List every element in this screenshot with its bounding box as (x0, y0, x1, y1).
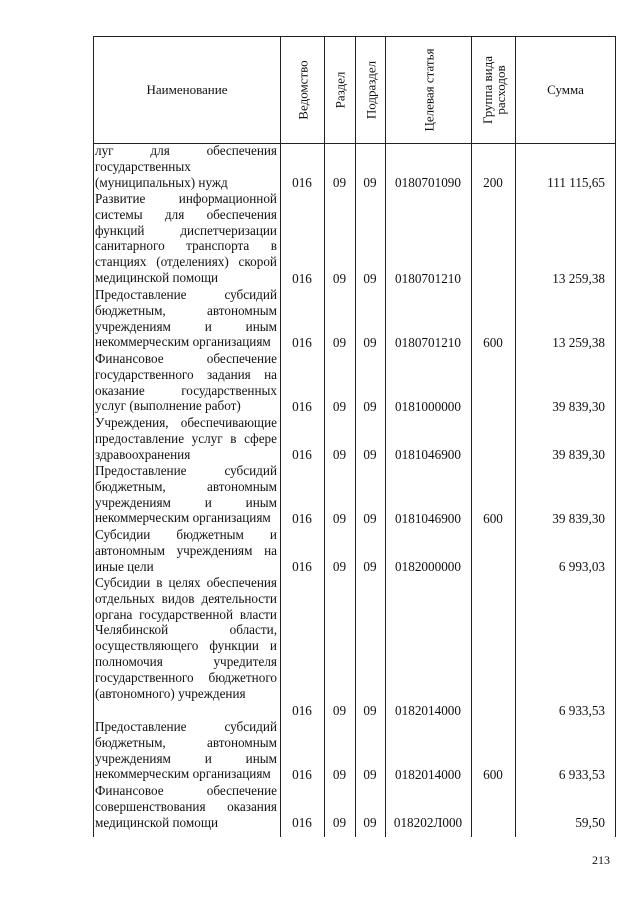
row-razdel: 09 (332, 447, 347, 463)
row-summa: 111 115,65 (547, 175, 605, 191)
header-podrazdel: Подраздел (363, 60, 378, 120)
row-name: луг для обеспечения государственных (муниципальных) нужд (95, 143, 277, 190)
row-gruppa: 600 (483, 335, 503, 351)
page-number: 213 (592, 853, 610, 867)
table-row (0, 575, 640, 719)
table-row (0, 719, 640, 783)
header-gruppa (481, 56, 507, 124)
row-razdel: 09 (332, 271, 347, 287)
row-summa: 6 933,53 (558, 703, 605, 719)
row-name: Предоставление субсидий бюджетным, автономным учреждениям и иным некоммерческим организациям (95, 463, 277, 526)
row-vedomstvo: 016 (292, 335, 312, 351)
table-row (0, 143, 640, 191)
header-celevaya: Целевая статья (421, 48, 436, 132)
row-name: Предоставление субсидий бюджетным, автономным учреждениям и иным некоммерческим организациям (95, 719, 277, 782)
table-header (93, 36, 616, 144)
row-vedomstvo: 016 (292, 815, 312, 831)
row-podrazdel: 09 (363, 447, 377, 463)
row-razdel: 09 (332, 767, 347, 783)
table-row (0, 415, 640, 463)
row-summa: 6 933,53 (558, 767, 605, 783)
table-body (0, 143, 640, 831)
row-summa: 6 993,03 (558, 559, 605, 575)
header-razdel-cell (325, 37, 356, 144)
row-name: Субсидии в целях обеспечения отдельных видов деятельности органа государственной власти Челябинской области, осуществляющего функции и полномочия учредителя государственного бюджетного (автономного) учреждения (95, 575, 277, 701)
row-celevaya: 0181000000 (395, 399, 461, 415)
row-summa: 39 839,30 (552, 511, 605, 527)
row-summa: 13 259,38 (552, 271, 605, 287)
header-vedomstvo-cell (281, 37, 325, 144)
row-name: Развитие информационной системы для обеспечения функций диспетчеризации санитарного транспорта в станциях (отделениях) скорой медицинской помощи (95, 191, 277, 285)
row-podrazdel: 09 (363, 399, 377, 415)
row-celevaya: 0182014000 (395, 703, 461, 719)
row-name: Субсидии бюджетным и автономным учреждениям на иные цели (95, 527, 277, 574)
table-row (0, 191, 640, 287)
header-summa: Сумма (516, 37, 616, 144)
row-summa: 13 259,38 (552, 335, 605, 351)
row-name: Учреждения, обеспечивающие предоставление услуг в сфере здравоохранения (95, 415, 277, 462)
row-podrazdel: 09 (363, 335, 377, 351)
row-name: Финансовое обеспечение государственного задания на оказание государственных услуг (выполнение работ) (95, 351, 277, 414)
row-vedomstvo: 016 (292, 399, 312, 415)
row-gruppa: 200 (483, 175, 503, 191)
row-podrazdel: 09 (363, 271, 377, 287)
table-row (0, 527, 640, 575)
row-razdel: 09 (332, 703, 347, 719)
header-podrazdel-cell (356, 37, 386, 144)
row-podrazdel: 09 (363, 559, 377, 575)
table-row (0, 287, 640, 351)
row-celevaya: 0181046900 (395, 511, 461, 527)
row-gruppa: 600 (483, 511, 503, 527)
row-celevaya: 0182014000 (395, 767, 461, 783)
header-razdel: Раздел (332, 71, 348, 109)
row-razdel: 09 (332, 175, 347, 191)
header-name: Наименование (94, 37, 281, 144)
row-vedomstvo: 016 (292, 271, 312, 287)
row-podrazdel: 09 (363, 175, 377, 191)
row-celevaya: 018202Л000 (393, 815, 463, 831)
header-gruppa-cell (472, 37, 516, 144)
row-celevaya: 0181046900 (395, 447, 461, 463)
row-name: Предоставление субсидий бюджетным, автономным учреждениям и иным некоммерческим организациям (95, 287, 277, 350)
row-celevaya: 0180701210 (395, 271, 461, 287)
header-celevaya-cell (386, 37, 472, 144)
row-celevaya: 0182000000 (395, 559, 461, 575)
row-vedomstvo: 016 (292, 559, 312, 575)
row-celevaya: 0180701090 (395, 175, 461, 191)
row-podrazdel: 09 (363, 703, 377, 719)
table-row (0, 463, 640, 527)
row-razdel: 09 (332, 511, 347, 527)
row-razdel: 09 (332, 815, 347, 831)
row-podrazdel: 09 (363, 767, 377, 783)
row-gruppa: 600 (483, 767, 503, 783)
row-name: Финансовое обеспечение совершенствования оказания медицинской помощи (95, 783, 277, 830)
row-podrazdel: 09 (363, 815, 377, 831)
row-vedomstvo: 016 (292, 703, 312, 719)
row-podrazdel: 09 (363, 511, 377, 527)
row-vedomstvo: 016 (292, 175, 312, 191)
row-vedomstvo: 016 (292, 767, 312, 783)
row-summa: 39 839,30 (552, 447, 605, 463)
header-gruppa-line2: расходов (492, 65, 508, 115)
row-celevaya: 0180701210 (395, 335, 461, 351)
table-row (0, 351, 640, 415)
row-summa: 39 839,30 (552, 399, 605, 415)
row-razdel: 09 (332, 559, 347, 575)
row-razdel: 09 (332, 335, 347, 351)
table-row (0, 783, 640, 831)
row-summa: 59,50 (575, 815, 605, 831)
row-vedomstvo: 016 (292, 447, 312, 463)
header-gruppa-line1: Группа вида (479, 56, 495, 124)
row-razdel: 09 (332, 399, 347, 415)
header-vedomstvo: Ведомство (295, 60, 310, 120)
row-vedomstvo: 016 (292, 511, 312, 527)
